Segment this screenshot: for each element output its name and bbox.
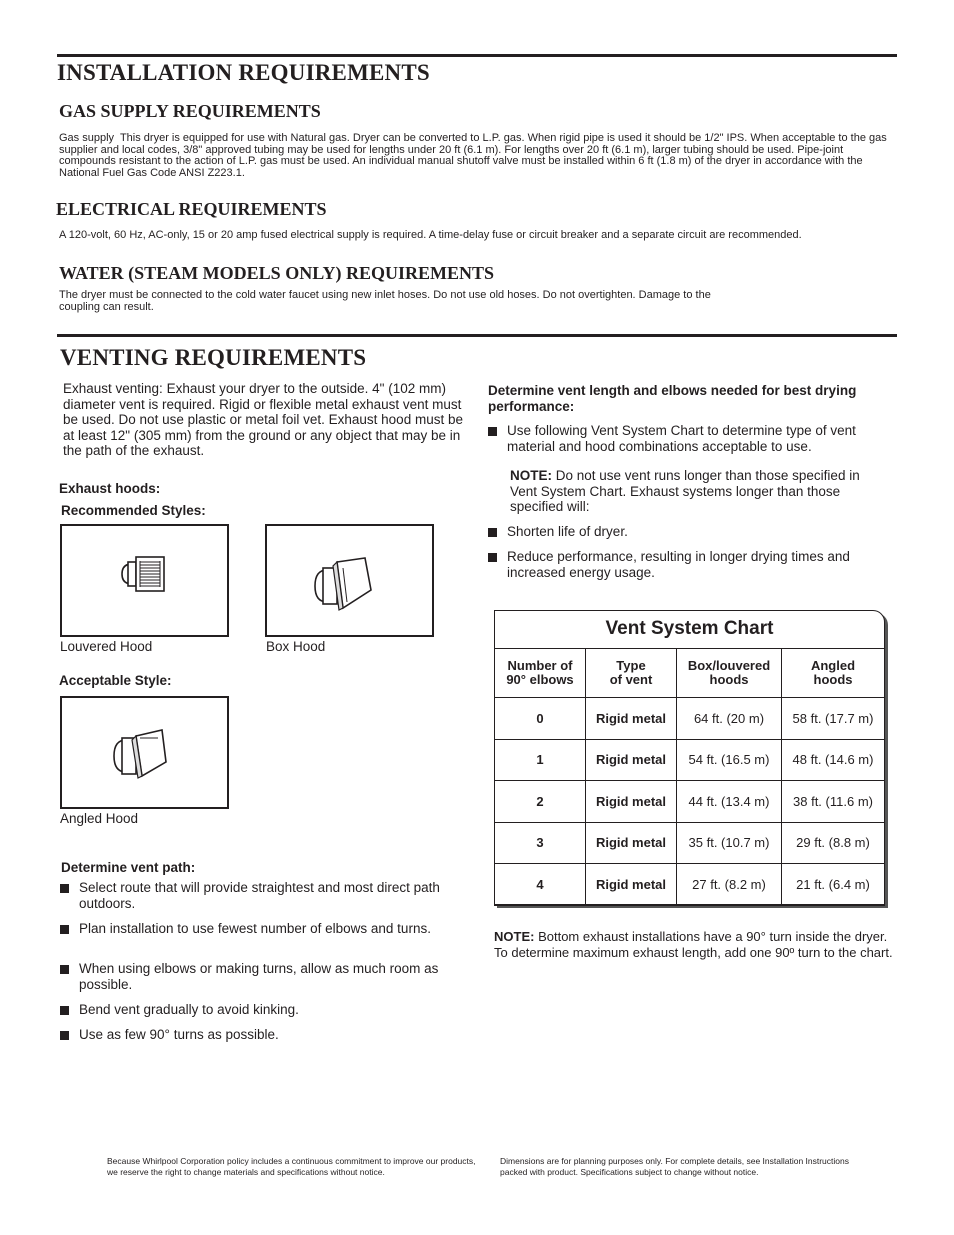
- table-header-row: [495, 649, 885, 698]
- louvered-hood-caption: Louvered Hood: [60, 639, 153, 654]
- water-heading: WATER (STEAM MODELS ONLY) REQUIREMENTS: [59, 263, 495, 283]
- box-hood-image: [265, 524, 434, 637]
- table-row: [495, 864, 885, 906]
- louvered-hood-icon: [62, 526, 227, 635]
- note-label: NOTE:: [510, 468, 552, 483]
- angled-cell: 38 ft. (11.6 m): [782, 781, 885, 823]
- elbows-cell: 3: [495, 822, 586, 864]
- venting-rule: [57, 334, 897, 337]
- elbows-cell: 4: [495, 864, 586, 906]
- angled-hood-caption: Angled Hood: [60, 811, 139, 826]
- type-cell: Rigid metal: [586, 822, 677, 864]
- vent-system-table: [494, 648, 885, 906]
- table-row: [495, 822, 885, 864]
- header-angled: Angled hoods: [782, 649, 885, 698]
- electrical-text: A 120-volt, 60 Hz, AC-only, 15 or 20 amp fused electrical supply is required. A time-delay fuse or circuit breaker and a separate circuit are recommended.: [59, 229, 802, 241]
- footer-left: Because Whirlpool Corporation policy includes a continuous commitment to improve our products, we reserve the right to change materials and specifications without notice.: [107, 1156, 476, 1177]
- box-louvered-cell: 27 ft. (8.2 m): [677, 864, 782, 906]
- vent-length-item: Use following Vent System Chart to determine type of vent material and hood combinations acceptable to use.: [487, 423, 897, 454]
- bottom-note-label: NOTE:: [494, 929, 535, 944]
- elbows-cell: 0: [495, 698, 586, 740]
- chart-title: Vent System Chart: [605, 618, 774, 639]
- vent-length-note: [510, 468, 885, 515]
- type-cell: Rigid metal: [586, 698, 677, 740]
- vent-path-item: Use as few 90° turns as possible.: [59, 1027, 459, 1043]
- vent-system-chart: [494, 610, 886, 906]
- vent-length-heading: Determine vent length and elbows needed for best drying performance:: [488, 383, 857, 414]
- louvered-hood-image: [60, 524, 229, 637]
- elbows-cell: 2: [495, 781, 586, 823]
- water-text: The dryer must be connected to the cold water faucet using new inlet hoses. Do not use old hoses. Do not overtighten. Damage to the coupling can result.: [59, 289, 711, 313]
- box-louvered-cell: 64 ft. (20 m): [677, 698, 782, 740]
- box-louvered-cell: 54 ft. (16.5 m): [677, 739, 782, 781]
- bottom-exhaust-note: [494, 929, 894, 960]
- table-row: [495, 698, 885, 740]
- footer-right: Dimensions are for planning purposes only. For complete details, see Installation Instructions packed with product. Specifications subject to change without notice.: [500, 1156, 849, 1177]
- gas-supply-text: [59, 133, 897, 179]
- type-cell: Rigid metal: [586, 864, 677, 906]
- electrical-heading: ELECTRICAL REQUIREMENTS: [56, 199, 327, 219]
- table-row: [495, 781, 885, 823]
- box-hood-caption: Box Hood: [266, 639, 326, 654]
- header-type: Type of vent: [586, 649, 677, 698]
- recommended-styles-label: Recommended Styles:: [61, 503, 206, 518]
- elbows-cell: 1: [495, 739, 586, 781]
- box-louvered-cell: 44 ft. (13.4 m): [677, 781, 782, 823]
- vent-path-item: Select route that will provide straightest and most direct path outdoors.: [59, 880, 459, 911]
- type-cell: Rigid metal: [586, 781, 677, 823]
- venting-intro: Exhaust venting: Exhaust your dryer to the outside. 4" (102 mm) diameter vent is required. Rigid or flexible metal exhaust vent must be used. Do not use plastic or metal foil vet. Exhaust hood must be at least 12" (305 mm) from the ground or any object that may be in the path of the exhaust.: [63, 381, 463, 458]
- vent-path-item: Bend vent gradually to avoid kinking.: [59, 1002, 459, 1018]
- vent-length-item: Reduce performance, resulting in longer drying times and increased energy usage.: [487, 549, 897, 580]
- table-row: [495, 739, 885, 781]
- venting-title: VENTING REQUIREMENTS: [60, 345, 367, 370]
- angled-cell: 48 ft. (14.6 m): [782, 739, 885, 781]
- bottom-note-text: Bottom exhaust installations have a 90° turn inside the dryer. To determine maximum exhaust length, add one 90º turn to the chart.: [494, 929, 893, 960]
- box-hood-icon: [267, 526, 432, 635]
- angled-hood-image: [60, 696, 229, 809]
- gas-supply-lead: Gas supply: [59, 132, 115, 144]
- angled-cell: 58 ft. (17.7 m): [782, 698, 885, 740]
- installation-title: INSTALLATION REQUIREMENTS: [57, 60, 430, 85]
- angled-cell: 29 ft. (8.8 m): [782, 822, 885, 864]
- angled-hood-icon: [62, 698, 227, 807]
- vent-length-item: Shorten life of dryer.: [487, 524, 897, 540]
- angled-cell: 21 ft. (6.4 m): [782, 864, 885, 906]
- box-louvered-cell: 35 ft. (10.7 m): [677, 822, 782, 864]
- header-elbows: Number of 90° elbows: [495, 649, 586, 698]
- gas-supply-heading: GAS SUPPLY REQUIREMENTS: [59, 101, 321, 121]
- exhaust-hoods-label: Exhaust hoods:: [59, 481, 161, 496]
- note-text: Do not use vent runs longer than those specified in Vent System Chart. Exhaust systems longer than those specified will:: [510, 468, 860, 514]
- vent-path-heading: Determine vent path:: [61, 860, 196, 875]
- vent-path-item: When using elbows or making turns, allow as much room as possible.: [59, 961, 459, 992]
- type-cell: Rigid metal: [586, 739, 677, 781]
- gas-supply-body: This dryer is equipped for use with Natural gas. Dryer can be converted to L.P. gas. When rigid pipe is used it should be 1/2" IPS. When acceptable to the gas supplier and local codes, 3/8" approved tubing may be used for lengths under 20 ft (6.1 m). For lengths over 20 ft (6.1 m), larger tubing should be used. Pipe-joint compounds resistant to the action of L.P. gas must be used. An individual manual shutoff valve must be installed within 6 ft (1.8 m) of the dryer in accordance with the National Fuel Gas Code ANSI Z223.1.: [59, 132, 887, 179]
- top-rule: [57, 54, 897, 57]
- acceptable-style-label: Acceptable Style:: [59, 673, 172, 688]
- header-box-louvered: Box/louvered hoods: [677, 649, 782, 698]
- vent-path-item: Plan installation to use fewest number of elbows and turns.: [59, 921, 459, 937]
